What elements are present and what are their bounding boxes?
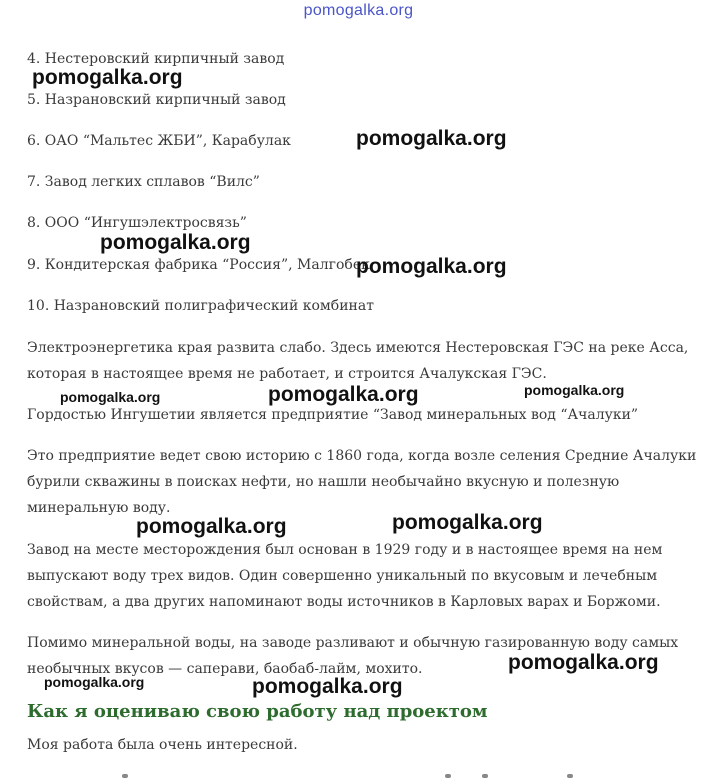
cutoff-text-line (27, 770, 687, 781)
list-item: 10. Назрановский полиграфический комбинат (27, 298, 374, 314)
section-heading: Как я оцениваю свою работу над проектом (27, 701, 488, 722)
paragraph-line: выпускают воду трех видов. Один совершенно уникальный по вкусовым и лечебным (27, 568, 658, 584)
watermark: pomogalka.org (392, 511, 543, 534)
watermark: pomogalka.org (356, 255, 507, 278)
paragraph-line: которая в настоящее время не работает, и строится Ачалукская ГЭС. (27, 366, 547, 382)
watermark: pomogalka.org (44, 674, 145, 690)
watermark: pomogalka.org (32, 66, 183, 89)
watermark: pomogalka.org (524, 382, 625, 398)
watermark: pomogalka.org (356, 127, 507, 150)
paragraph-line: Это предприятие ведет свою историю с 1860 года, когда возле селения Средние Ачалуки (27, 448, 697, 464)
watermark: pomogalka.org (60, 389, 161, 405)
list-item: 4. Нестеровский кирпичный завод (27, 51, 285, 67)
paragraph-line: Моя работа была очень интересной. (27, 737, 298, 753)
paragraph-line: свойствам, а два других напоминают воды источников в Карловых варах и Боржоми. (27, 594, 661, 610)
site-header-link[interactable]: pomogalka.org (303, 2, 414, 19)
list-item: 7. Завод легких сплавов “Вилс” (27, 174, 260, 190)
watermark: pomogalka.org (508, 651, 659, 674)
paragraph-line: Электроэнергетика края развита слабо. Здесь имеются Нестеровская ГЭС на реке Асса, (27, 340, 689, 356)
paragraph-line: бурили скважины в поисках нефти, но нашли необычайно вкусную и полезную (27, 474, 620, 490)
list-item: 6. ОАО “Мальтес ЖБИ”, Карабулак (27, 133, 291, 149)
watermark: pomogalka.org (268, 383, 419, 406)
paragraph-line: Помимо минеральной воды, на заводе разливают и обычную газированную воду самых (27, 635, 679, 651)
paragraph-line: необычных вкусов — саперави, баобаб-лайм, мохито. (27, 661, 423, 677)
watermark: pomogalka.org (252, 675, 403, 698)
list-item: 9. Кондитерская фабрика “Россия”, Малгобек (27, 257, 370, 273)
paragraph-line: Завод на месте месторождения был основан в 1929 году и в настоящее время на нем (27, 542, 663, 558)
watermark: pomogalka.org (136, 515, 287, 538)
paragraph-line: минеральную воду. (27, 500, 171, 516)
paragraph-line: Гордостью Ингушетии является предприятие “Завод минеральных вод “Ачалуки” (27, 407, 639, 423)
list-item: 8. ООО “Ингушэлектросвязь” (27, 215, 247, 231)
watermark: pomogalka.org (100, 231, 251, 254)
list-item: 5. Назрановский кирпичный завод (27, 92, 286, 108)
